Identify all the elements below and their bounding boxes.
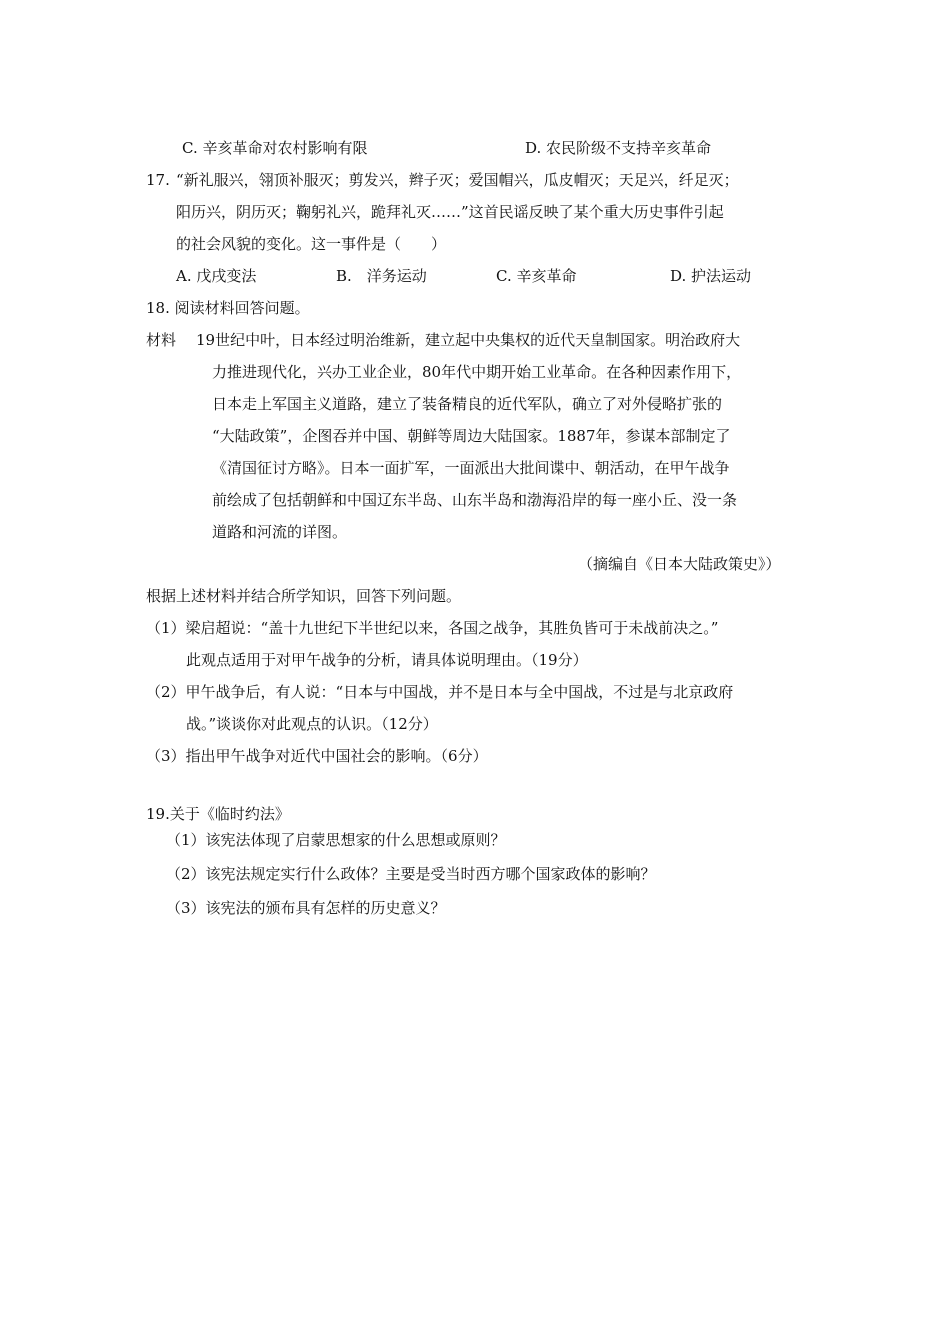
q18-material-line-5: 《清国征讨方略》。日本一面扩军，一面派出大批间谍中、朝活动，在甲午战争 (212, 459, 730, 477)
q18-material-line-4: “大陆政策”，企图吞并中国、朝鲜等周边大陆国家。1887年，参谋本部制定了 (212, 427, 731, 445)
q18-sub3: （3）指出甲午战争对近代中国社会的影响。（6分） (146, 747, 488, 765)
q18-material-line-6: 前绘成了包括朝鲜和中国辽东半岛、山东半岛和渤海沿岸的每一座小丘、没一条 (212, 491, 738, 509)
q17-option-d: D. 护法运动 (670, 267, 752, 285)
q17-option-a: A. 戊戌变法 (176, 267, 257, 285)
q17-stem-line-1: “新礼服兴，翎顶补服灭；剪发兴，辫子灭；爱国帽兴，瓜皮帽灭；天足兴，纤足灭； (176, 171, 739, 189)
q16-option-c: C. 辛亥革命对农村影响有限 (182, 139, 368, 157)
q18-material-line-1: 19世纪中叶，日本经过明治维新，建立起中央集权的近代天皇制国家。明治政府大 (196, 331, 741, 349)
q16-option-d: D. 农民阶级不支持辛亥革命 (525, 139, 712, 157)
q18-material-line-7: 道路和河流的详图。 (212, 523, 348, 541)
q18-material-label: 材料 (146, 331, 177, 349)
q18-source: （摘编自《日本大陆政策史》） (578, 555, 781, 573)
q19-heading: 19.关于《临时约法》 (146, 805, 290, 823)
q17-stem-line-3: 的社会风貌的变化。这一事件是（ ） (176, 235, 447, 253)
q18-heading: 18. 阅读材料回答问题。 (146, 299, 310, 317)
q17-stem-line-2: 阳历兴，阴历灭；鞠躬礼兴，跪拜礼灭……”这首民谣反映了某个重大历史事件引起 (176, 203, 724, 221)
q19-sub2: （2）该宪法规定实行什么政体？主要是受当时西方哪个国家政体的影响？ (166, 865, 656, 883)
q18-sub1-line-2: 此观点适用于对甲午战争的分析，请具体说明理由。（19分） (186, 651, 588, 669)
q18-material-line-2: 力推进现代化，兴办工业企业，80年代中期开始工业革命。在各种因素作用下， (212, 363, 742, 381)
q18-sub2-line-1: （2）甲午战争后，有人说：“日本与中国战，并不是日本与全中国战，不过是与北京政府 (146, 683, 734, 701)
q17-number: 17. (146, 171, 170, 189)
q18-sub1-line-1: （1）梁启超说：“盖十九世纪下半世纪以来，各国之战争，其胜负皆可于未战前决之。” (146, 619, 719, 637)
q19-sub3: （3）该宪法的颁布具有怎样的历史意义？ (166, 899, 446, 917)
q18-material-line-3: 日本走上军国主义道路，建立了装备精良的近代军队，确立了对外侵略扩张的 (212, 395, 723, 413)
q17-option-b: B. 洋务运动 (336, 267, 427, 285)
q19-sub1: （1）该宪法体现了启蒙思想家的什么思想或原则？ (166, 831, 506, 849)
q18-sub2-line-2: 战。”谈谈你对此观点的认识。（12分） (186, 715, 438, 733)
q18-prompt: 根据上述材料并结合所学知识，回答下列问题。 (146, 587, 462, 605)
q17-option-c: C. 辛亥革命 (496, 267, 577, 285)
